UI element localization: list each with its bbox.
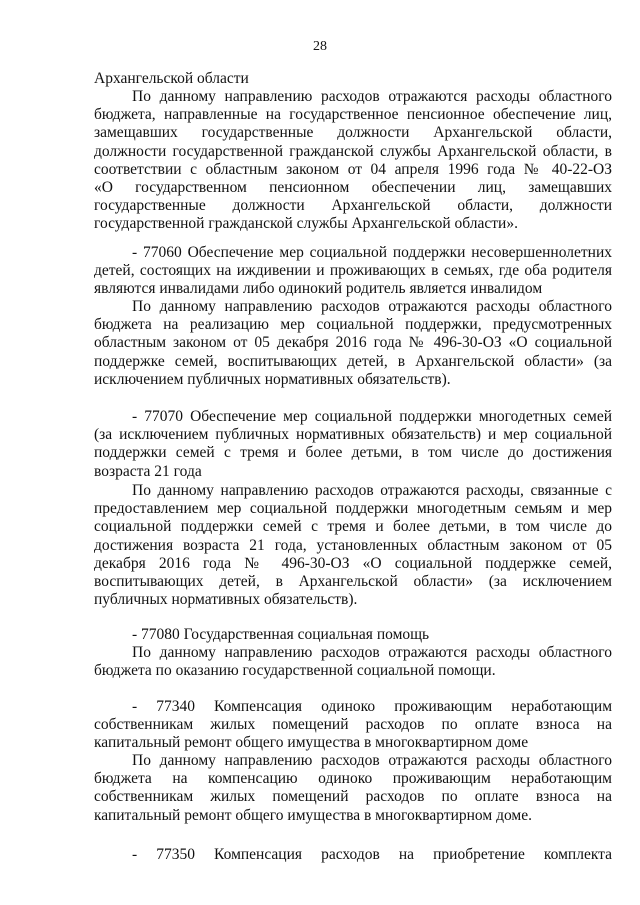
paragraph-77060 — [94, 298, 612, 389]
text-line: капитальный ремонт общего имущества в многоквартирном доме — [94, 734, 529, 752]
text-line: соответствии с областным законом от 04 апреля 1996 года № 40-22-ОЗ — [94, 160, 612, 178]
text-line: возраста 21 года — [94, 462, 202, 480]
text-line: - 77340 Компенсация одиноко проживающим неработающим — [132, 698, 612, 715]
text-line: бюджета, направленные на государственное пенсионное обеспечение лиц, — [94, 106, 612, 124]
text-line: - 77060 Обеспечение мер социальной поддержки несовершеннолетних — [132, 244, 612, 261]
text-line: исключением публичных нормативных обязательств). — [94, 370, 451, 388]
text-line: детей, состоящих на иждивении и проживающих в семьях, где оба родителя — [94, 262, 612, 280]
paragraph-77080 — [94, 644, 612, 680]
text-line: собственникам жилых помещений расходов по оплате взноса на — [94, 788, 612, 806]
text-line: бюджета на компенсацию одиноко проживающим неработающим — [94, 770, 612, 788]
text-line: социальной поддержки семей с тремя и более детьми, в том числе до — [94, 518, 612, 536]
text-line: «О государственном пенсионном обеспечении лиц, замещавших — [94, 179, 612, 197]
text-line: предоставлением мер социальной поддержки многодетным семьям и мер — [94, 500, 612, 518]
text-line: являются инвалидами либо одинокий родитель является инвалидом — [94, 280, 543, 298]
text-line: - 77070 Обеспечение мер социальной поддержки многодетных семей — [132, 408, 612, 425]
text-line: - 77350 Компенсация расходов на приобретение комплекта — [132, 846, 612, 863]
text-line: замещавших государственные должности Архангельской области, — [94, 124, 612, 142]
text-line: государственные должности Архангельской области, должности — [94, 197, 612, 215]
text-line: областным законом от 05 декабря 2016 года № 496-30-ОЗ «О социальной — [94, 334, 612, 352]
text-line: поддержки семей с тремя и более детьми, в том числе до достижения — [94, 444, 612, 462]
text-line: собственникам жилых помещений расходов по оплате взноса на — [94, 716, 612, 734]
text-line: воспитывающих детей, в Архангельской области» (за исключением — [94, 573, 612, 591]
text-line: капитальный ремонт общего имущества в многоквартирном доме. — [94, 806, 532, 824]
text-line: бюджета по оказанию государственной социальной помощи. — [94, 662, 496, 680]
page-number: 28 — [313, 39, 327, 54]
section-77340-heading — [94, 698, 612, 753]
text-line: По данному направлению расходов отражаются расходы областного — [132, 298, 612, 315]
text-line: - 77080 Государственная социальная помощь — [132, 626, 430, 643]
section-77070-heading — [94, 408, 612, 481]
paragraph-pension — [94, 88, 612, 234]
text-line: (за исключением публичных нормативных обязательств) и мер социальной — [94, 426, 612, 444]
text-line: государственной гражданской службы Архангельской области». — [94, 215, 518, 233]
section-77080-heading — [94, 626, 612, 644]
section-77060-heading — [94, 244, 612, 299]
paragraph-77070 — [94, 482, 612, 609]
text-line: поддержке семей, воспитывающих детей, в Архангельской области» (за — [94, 352, 612, 370]
section-77350-heading — [94, 846, 612, 864]
text-line: публичных нормативных обязательств). — [94, 591, 358, 609]
text-line: По данному направлению расходов отражаются расходы областного — [132, 752, 612, 769]
text-line: По данному направлению расходов отражаются расходы областного — [132, 88, 612, 105]
text-line: По данному направлению расходов отражаются расходы областного — [132, 644, 612, 661]
intro-fragment — [94, 70, 612, 88]
text-line: должности государственной гражданской службы Архангельской области, в — [94, 142, 612, 160]
intro-line: Архангельской области — [94, 70, 249, 87]
text-line: По данному направлению расходов отражаются расходы, связанные с — [132, 482, 612, 499]
text-line: достижения возраста 21 года, установленных областным законом от 05 — [94, 536, 612, 554]
paragraph-77340 — [94, 752, 612, 825]
text-line: бюджета на реализацию мер социальной поддержки, предусмотренных — [94, 316, 612, 334]
text-line: декабря 2016 года № 496-30-ОЗ «О социальной поддержке семей, — [94, 554, 612, 572]
